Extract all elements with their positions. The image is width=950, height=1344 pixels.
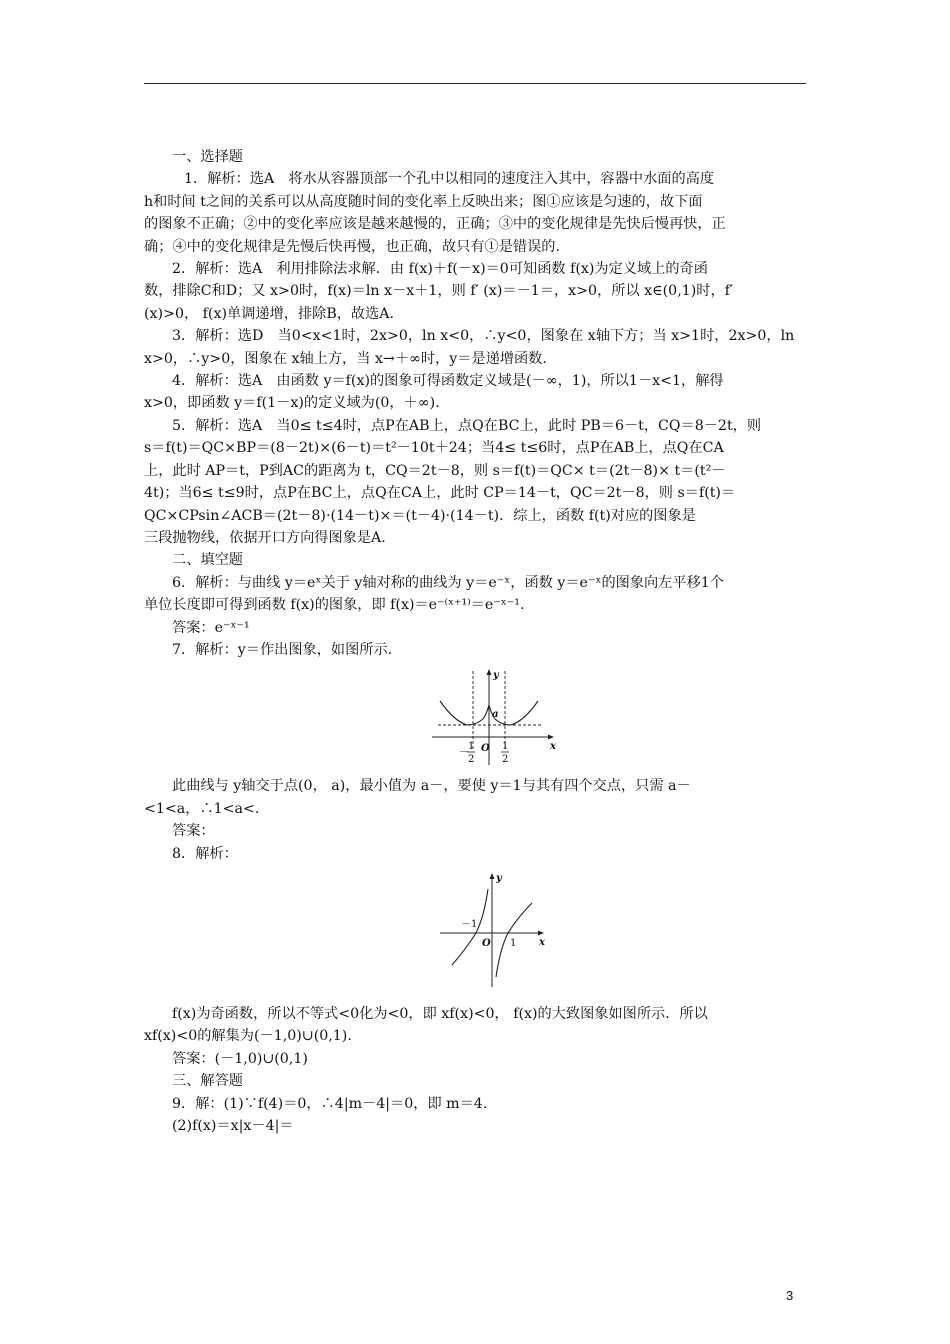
q5-line-1: 5．解析：选A 当0≤ t≤4时，点P在AB上，点Q在BC上，此时 PB＝6－t，CQ＝8－2t，则 <box>172 417 762 434</box>
q8-line-1: 8．解析： <box>172 845 238 862</box>
q1-line-3: 的图象不正确；②中的变化率应该是越来越慢的，正确；③中的变化规律是先快后慢再快，正 <box>144 216 726 233</box>
fig1-y-arrow <box>487 669 492 675</box>
section-heading-choice: 一、选择题 <box>172 149 243 165</box>
fig1-label-origin: O <box>481 743 490 755</box>
q6-answer: 答案：e⁻ˣ⁻¹ <box>172 619 250 636</box>
figure-1-container <box>144 665 806 769</box>
q4-line-1: 4．解析：选A 由函数 y＝f(x)的图象可得函数定义域是(－∞，1)，所以1－x<1，解得 <box>172 373 724 390</box>
q8-answer: 答案：(－1,0)∪(0,1) <box>172 1050 308 1067</box>
page-body <box>144 146 806 1137</box>
fig2-label-minus-one: －1 <box>461 918 478 930</box>
figure-2-graph <box>438 869 558 989</box>
q1-line-4: 确；④中的变化规律是先慢后快再慢，也正确，故只有①是错误的. <box>144 238 560 255</box>
q5-line-3: 上，此时 AP＝t，P到AC的距离为 t，CQ＝2t－8，则 s＝f(t)＝QC× t＝(2t－8)× t＝(t²－ <box>144 462 726 479</box>
q1-line-2: h和时间 t之间的关系可以从高度随时间的变化率上反映出来；图①应该是匀速的，故下面 <box>144 193 703 210</box>
q9-line-1: 9．解：(1)∵f(4)＝0，∴4|m－4|＝0，即 m＝4. <box>172 1095 488 1112</box>
fig1-curve-left <box>440 701 489 725</box>
q2-line-2: 数，排除C和D；又 x>0时，f(x)＝ln x－x＋1，则 f′ (x)＝－1＝，x>0，所以 x∈(0,1)时，f′ <box>144 283 734 300</box>
fig1-x-arrow <box>548 735 554 740</box>
q7-line-3: <1<a，∴1<a<. <box>144 800 260 817</box>
header-rule <box>144 83 806 84</box>
q7-line-2: 此曲线与 y轴交于点(0， a)，最小值为 a－，要使 y＝1与其有四个交点，只需 a－ <box>172 778 691 795</box>
q3-line-2: x>0，∴y>0，图象在 x轴上方，当 x→＋∞时，y＝是递增函数. <box>144 350 547 367</box>
figure-1-graph <box>430 665 560 769</box>
q7-line-1: 7．解析：y＝作出图象，如图所示. <box>172 641 393 658</box>
q6-line-2: 单位长度即可得到函数 f(x)的图象，即 f(x)＝e⁻⁽ˣ⁺¹⁾＝e⁻ˣ⁻¹. <box>144 597 525 614</box>
fig2-y-arrow <box>490 873 495 879</box>
q5-line-5: QC×CPsin∠ACB＝(2t－8)·(14－t)×＝(t－4)·(14－t)．综上，函数 f(t)对应的图象是 <box>144 507 696 524</box>
q1-line-1: 1．解析：选A 将水从容器顶部一个孔中以相同的速度注入其中，容器中水面的高度 <box>184 171 715 188</box>
section-heading-solve: 三、解答题 <box>172 1073 243 1090</box>
q5-line-4: 4t)；当6≤ t≤9时，点P在BC上，点Q在CA上，此时 CP＝14－t，QC＝2t－8，则 s＝f(t)＝ <box>144 485 736 502</box>
q2-line-1: 2．解析：选A 利用排除法求解．由 f(x)＋f(－x)＝0可知函数 f(x)为定义域上的奇函 <box>172 261 708 278</box>
fig1-label-neg-half-den: 2 <box>468 754 475 766</box>
fig1-label-pos-half-num: 1 <box>502 741 509 753</box>
section-heading-fill: 二、填空题 <box>172 552 243 569</box>
fig1-label-a: a <box>492 709 499 721</box>
fig1-label-neg-sign: － <box>459 747 469 759</box>
q6-line-1: 6．解析：与曲线 y＝eˣ关于 y轴对称的曲线为 y＝e⁻ˣ，函数 y＝e⁻ˣ的图象向左平移1个 <box>172 574 724 591</box>
q8-line-2: f(x)为奇函数，所以不等式<0化为<0，即 xf(x)<0， f(x)的大致图象如图所示．所以 <box>172 1005 708 1022</box>
q7-answer: 答案： <box>172 823 215 840</box>
q3-line-1: 3．解析：选D 当0<x<1时，2x>0，ln x<0，∴y<0，图象在 x轴下方；当 x>1时，2x>0，ln <box>172 328 795 345</box>
figure-2-container <box>144 869 806 997</box>
fig1-label-y: y <box>493 670 499 682</box>
fig2-label-y: y <box>496 872 502 884</box>
fig2-x-arrow <box>538 930 544 935</box>
fig2-label-origin: O <box>482 937 491 949</box>
page-number: 3 <box>786 1288 794 1303</box>
fig2-label-x: x <box>539 936 545 948</box>
fig2-label-one: 1 <box>510 937 517 949</box>
q4-line-2: x>0，即函数 y＝f(1－x)的定义域为(0，＋∞). <box>144 395 440 412</box>
fig1-label-x: x <box>550 741 556 753</box>
q5-line-2: s＝f(t)＝QC×BP＝(8－2t)×(6－t)＝t²－10t＋24；当4≤ t≤6时，点P在AB上，点Q在CA <box>144 440 724 457</box>
q9-line-2: (2)f(x)＝x|x－4|＝ <box>172 1118 294 1134</box>
q5-line-6: 三段抛物线，依据开口方向得图象是A. <box>144 529 386 546</box>
fig1-label-pos-half-den: 2 <box>502 754 509 766</box>
q8-line-3: xf(x)<0的解集为(－1,0)∪(0,1). <box>144 1028 352 1045</box>
q2-line-3: (x)>0， f(x)单调递增，排除B，故选A. <box>144 305 395 322</box>
fig1-label-neg-half-num: 1 <box>468 741 475 753</box>
